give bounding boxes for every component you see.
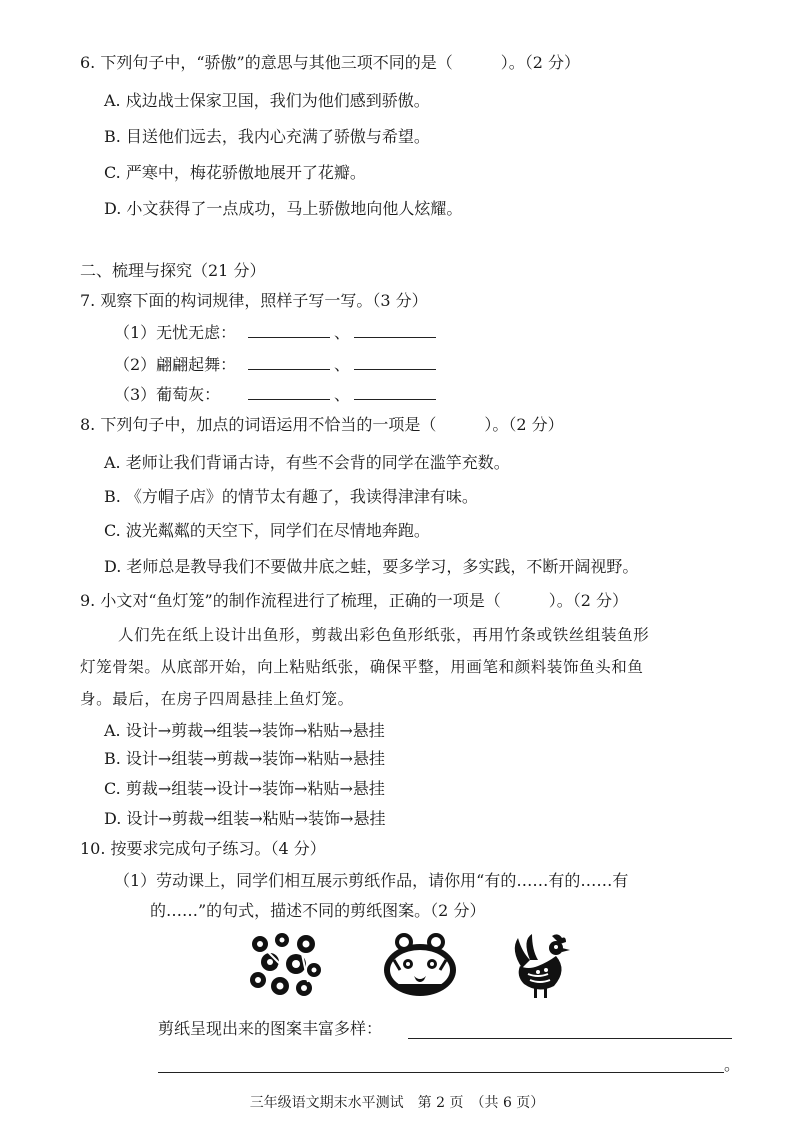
papercut-flowers-image [246, 930, 326, 1000]
page-footer: 三年级语文期末水平测试 第 2 页 （共 6 页） [249, 1095, 545, 1111]
q9-option-b: B. 设计→组装→剪裁→装饰→粘贴→悬挂 [104, 749, 385, 768]
q7-item-2-label: （2）翩翩起舞： [114, 355, 237, 374]
q8-stem: 8. 下列句子中，加点的词语运用不恰当的一项是（ ）。（2 分） [80, 415, 564, 434]
q7-item-2-sep: 、 [334, 355, 351, 374]
q7-item-1-blank-a[interactable] [248, 323, 330, 338]
q7-item-1-blank-b[interactable] [354, 323, 436, 338]
q7-item-1 [114, 322, 440, 344]
papercut-rooster-image [508, 930, 574, 1000]
q7-item-2-blank-b[interactable] [354, 355, 436, 370]
q7-item-3 [114, 384, 440, 406]
q9-passage-line-2: 灯笼骨架。从底部开始，向上粘贴纸张，确保平整，用画笔和颜料装饰鱼头和鱼 [80, 658, 644, 676]
q6-option-a: A. 戍边战士保家卫国，我们为他们感到骄傲。 [104, 91, 430, 110]
q10-stem: 10. 按要求完成句子练习。（4 分） [80, 839, 326, 858]
q8-option-b: B. 《方帽子店》的情节太有趣了，我读得津津有味。 [104, 487, 478, 506]
q10-sub1-line-1: （1）劳动课上，同学们相互展示剪纸作品，请你用“有的……有的……有 [114, 871, 629, 890]
q9-passage-line-3: 身。最后，在房子四周悬挂上鱼灯笼。 [80, 690, 354, 708]
q8-option-c: C. 波光粼粼的天空下，同学们在尽情地奔跑。 [104, 521, 430, 540]
q8-option-a: A. 老师让我们背诵古诗，有些不会背的同学在滥竽充数。 [104, 453, 510, 472]
q10-sub1-line-2: 的……”的句式，描述不同的剪纸图案。（2 分） [150, 901, 486, 920]
q10-answer-prompt: 剪纸呈现出来的图案丰富多样： [158, 1019, 383, 1038]
q10-end-mark: 。 [724, 1055, 741, 1074]
q10-answer-line-2[interactable] [158, 1072, 724, 1073]
q7-item-3-label: （3）葡萄灰： [114, 385, 221, 404]
q7-item-3-blank-a[interactable] [248, 385, 330, 400]
q9-passage-line-1: 人们先在纸上设计出鱼形，剪裁出彩色鱼形纸张，再用竹条或铁丝组装鱼形 [118, 626, 650, 644]
q7-item-1-sep: 、 [334, 323, 351, 342]
q6-option-c: C. 严寒中，梅花骄傲地展开了花瓣。 [104, 163, 366, 182]
section2-title: 二、梳理与探究（21 分） [80, 261, 266, 280]
q8-option-d: D. 老师总是教导我们不要做井底之蛙，要多学习，多实践，不断开阔视野。 [104, 557, 639, 576]
q7-item-3-blank-b[interactable] [354, 385, 436, 400]
q9-option-c: C. 剪裁→组装→设计→装饰→粘贴→悬挂 [104, 779, 385, 798]
q10-answer-line-1[interactable] [408, 1038, 732, 1039]
q7-item-2 [114, 354, 440, 376]
q9-option-a: A. 设计→剪裁→组装→装饰→粘贴→悬挂 [104, 721, 385, 740]
q6-stem: 6. 下列句子中，“骄傲”的意思与其他三项不同的是（ ）。（2 分） [80, 53, 580, 72]
q6-option-b: B. 目送他们远去，我内心充满了骄傲与希望。 [104, 127, 430, 146]
q9-stem: 9. 小文对“鱼灯笼”的制作流程进行了梳理，正确的一项是（ ）。（2 分） [80, 591, 628, 610]
q9-option-d: D. 设计→剪裁→组装→粘贴→装饰→悬挂 [104, 809, 386, 828]
papercut-tiger-image [380, 930, 460, 1000]
q7-item-3-sep: 、 [334, 385, 351, 404]
q6-option-d: D. 小文获得了一点成功，马上骄傲地向他人炫耀。 [104, 199, 463, 218]
q7-item-2-blank-a[interactable] [248, 355, 330, 370]
q7-stem: 7. 观察下面的构词规律，照样子写一写。（3 分） [80, 291, 428, 310]
q7-item-1-label: （1）无忧无虑： [114, 323, 237, 342]
